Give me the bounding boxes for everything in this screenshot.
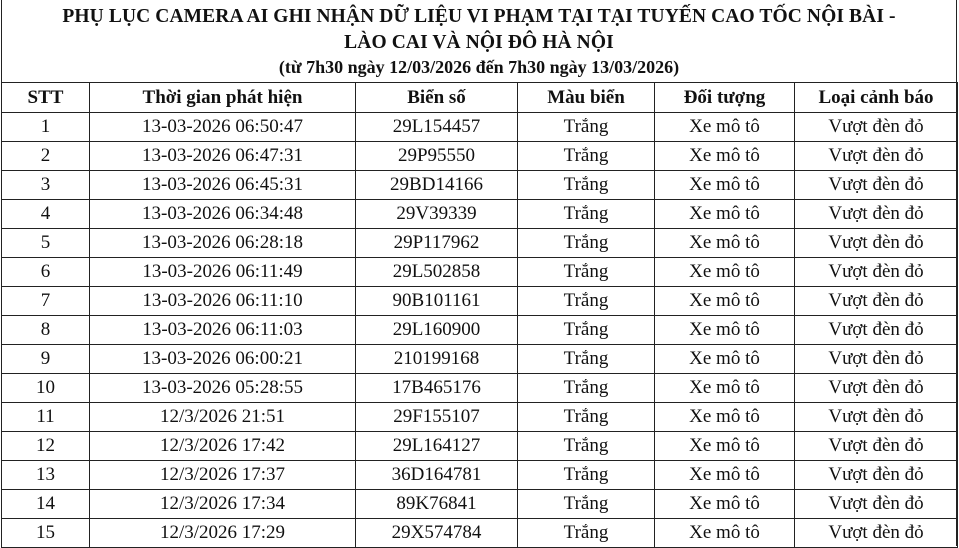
cell-plate-number: 29P95550 <box>356 142 518 171</box>
cell-detection-time: 13-03-2026 06:11:03 <box>90 316 356 345</box>
table-row <box>2 403 958 432</box>
table-row <box>2 171 958 200</box>
cell-detection-time: 13-03-2026 06:11:49 <box>90 258 356 287</box>
table-row <box>2 316 958 345</box>
table-row <box>2 374 958 403</box>
cell-vehicle-type: Xe mô tô <box>655 142 795 171</box>
cell-warning-type: Vượt đèn đỏ <box>795 345 958 374</box>
cell-stt: 6 <box>2 258 90 287</box>
cell-stt: 2 <box>2 142 90 171</box>
table-row <box>2 432 958 461</box>
cell-vehicle-type: Xe mô tô <box>655 374 795 403</box>
cell-plate-number: 90B101161 <box>356 287 518 316</box>
cell-stt: 7 <box>2 287 90 316</box>
cell-detection-time: 13-03-2026 06:45:31 <box>90 171 356 200</box>
cell-detection-time: 13-03-2026 06:11:10 <box>90 287 356 316</box>
cell-plate-number: 29L164127 <box>356 432 518 461</box>
cell-detection-time: 13-03-2026 06:47:31 <box>90 142 356 171</box>
cell-stt: 9 <box>2 345 90 374</box>
violation-appendix-sheet <box>1 0 957 546</box>
table-row <box>2 345 958 374</box>
cell-vehicle-type: Xe mô tô <box>655 519 795 548</box>
cell-stt: 11 <box>2 403 90 432</box>
table-row <box>2 142 958 171</box>
violations-table <box>1 82 958 548</box>
table-row <box>2 258 958 287</box>
cell-plate-number: 29V39339 <box>356 200 518 229</box>
cell-vehicle-type: Xe mô tô <box>655 345 795 374</box>
cell-plate-color: Trắng <box>518 258 655 287</box>
cell-warning-type: Vượt đèn đỏ <box>795 142 958 171</box>
cell-stt: 14 <box>2 490 90 519</box>
cell-vehicle-type: Xe mô tô <box>655 258 795 287</box>
cell-stt: 10 <box>2 374 90 403</box>
cell-stt: 3 <box>2 171 90 200</box>
table-row <box>2 229 958 258</box>
cell-plate-color: Trắng <box>518 229 655 258</box>
cell-warning-type: Vượt đèn đỏ <box>795 113 958 142</box>
cell-plate-color: Trắng <box>518 461 655 490</box>
cell-plate-color: Trắng <box>518 490 655 519</box>
column-header-plate-color: Màu biển <box>518 83 655 113</box>
cell-plate-color: Trắng <box>518 316 655 345</box>
cell-stt: 4 <box>2 200 90 229</box>
document-subtitle: (từ 7h30 ngày 12/03/2026 đến 7h30 ngày 13/03/2026) <box>278 57 680 77</box>
column-header-warning-type: Loại cảnh báo <box>795 83 958 113</box>
table-row <box>2 287 958 316</box>
cell-detection-time: 13-03-2026 05:28:55 <box>90 374 356 403</box>
cell-detection-time: 13-03-2026 06:34:48 <box>90 200 356 229</box>
cell-stt: 12 <box>2 432 90 461</box>
cell-detection-time: 13-03-2026 06:00:21 <box>90 345 356 374</box>
cell-plate-color: Trắng <box>518 432 655 461</box>
cell-plate-number: 17B465176 <box>356 374 518 403</box>
table-row <box>2 113 958 142</box>
document-title-line-1: PHỤ LỤC CAMERA AI GHI NHẬN DỮ LIỆU VI PHẠM TẠI TẠI TUYẾN CAO TỐC NỘI BÀI - <box>62 6 896 27</box>
cell-plate-color: Trắng <box>518 403 655 432</box>
cell-detection-time: 12/3/2026 17:37 <box>90 461 356 490</box>
cell-plate-number: 29BD14166 <box>356 171 518 200</box>
cell-plate-color: Trắng <box>518 171 655 200</box>
cell-warning-type: Vượt đèn đỏ <box>795 403 958 432</box>
cell-plate-number: 89K76841 <box>356 490 518 519</box>
cell-detection-time: 13-03-2026 06:50:47 <box>90 113 356 142</box>
cell-plate-color: Trắng <box>518 142 655 171</box>
cell-vehicle-type: Xe mô tô <box>655 432 795 461</box>
column-header-detection-time: Thời gian phát hiện <box>90 83 356 113</box>
cell-warning-type: Vượt đèn đỏ <box>795 432 958 461</box>
column-header-vehicle-type: Đối tượng <box>655 83 795 113</box>
table-row <box>2 200 958 229</box>
cell-vehicle-type: Xe mô tô <box>655 113 795 142</box>
cell-detection-time: 12/3/2026 17:42 <box>90 432 356 461</box>
document-title-line-2: LÀO CAI VÀ NỘI ĐÔ HÀ NỘI <box>344 32 614 53</box>
cell-plate-color: Trắng <box>518 113 655 142</box>
cell-vehicle-type: Xe mô tô <box>655 229 795 258</box>
cell-vehicle-type: Xe mô tô <box>655 461 795 490</box>
cell-warning-type: Vượt đèn đỏ <box>795 374 958 403</box>
cell-warning-type: Vượt đèn đỏ <box>795 258 958 287</box>
cell-plate-color: Trắng <box>518 200 655 229</box>
cell-stt: 15 <box>2 519 90 548</box>
table-body <box>2 113 958 548</box>
cell-stt: 5 <box>2 229 90 258</box>
cell-vehicle-type: Xe mô tô <box>655 171 795 200</box>
cell-detection-time: 12/3/2026 17:34 <box>90 490 356 519</box>
cell-plate-number: 29L160900 <box>356 316 518 345</box>
cell-warning-type: Vượt đèn đỏ <box>795 171 958 200</box>
column-header-stt: STT <box>2 83 90 113</box>
cell-stt: 13 <box>2 461 90 490</box>
cell-plate-color: Trắng <box>518 519 655 548</box>
cell-plate-color: Trắng <box>518 345 655 374</box>
cell-vehicle-type: Xe mô tô <box>655 403 795 432</box>
cell-plate-number: 29X574784 <box>356 519 518 548</box>
table-row <box>2 519 958 548</box>
cell-warning-type: Vượt đèn đỏ <box>795 229 958 258</box>
cell-detection-time: 12/3/2026 21:51 <box>90 403 356 432</box>
cell-detection-time: 13-03-2026 06:28:18 <box>90 229 356 258</box>
cell-stt: 8 <box>2 316 90 345</box>
title-block <box>2 0 956 82</box>
cell-warning-type: Vượt đèn đỏ <box>795 519 958 548</box>
cell-stt: 1 <box>2 113 90 142</box>
column-header-plate-number: Biển số <box>356 83 518 113</box>
cell-plate-number: 210199168 <box>356 345 518 374</box>
cell-vehicle-type: Xe mô tô <box>655 316 795 345</box>
cell-plate-color: Trắng <box>518 287 655 316</box>
table-header-row <box>2 83 958 113</box>
cell-vehicle-type: Xe mô tô <box>655 490 795 519</box>
cell-plate-number: 29P117962 <box>356 229 518 258</box>
cell-warning-type: Vượt đèn đỏ <box>795 316 958 345</box>
cell-plate-number: 29F155107 <box>356 403 518 432</box>
table-row <box>2 490 958 519</box>
cell-detection-time: 12/3/2026 17:29 <box>90 519 356 548</box>
cell-plate-number: 36D164781 <box>356 461 518 490</box>
cell-plate-number: 29L502858 <box>356 258 518 287</box>
cell-warning-type: Vượt đèn đỏ <box>795 200 958 229</box>
cell-plate-number: 29L154457 <box>356 113 518 142</box>
table-row <box>2 461 958 490</box>
cell-vehicle-type: Xe mô tô <box>655 287 795 316</box>
cell-warning-type: Vượt đèn đỏ <box>795 287 958 316</box>
cell-warning-type: Vượt đèn đỏ <box>795 461 958 490</box>
cell-vehicle-type: Xe mô tô <box>655 200 795 229</box>
cell-warning-type: Vượt đèn đỏ <box>795 490 958 519</box>
cell-plate-color: Trắng <box>518 374 655 403</box>
